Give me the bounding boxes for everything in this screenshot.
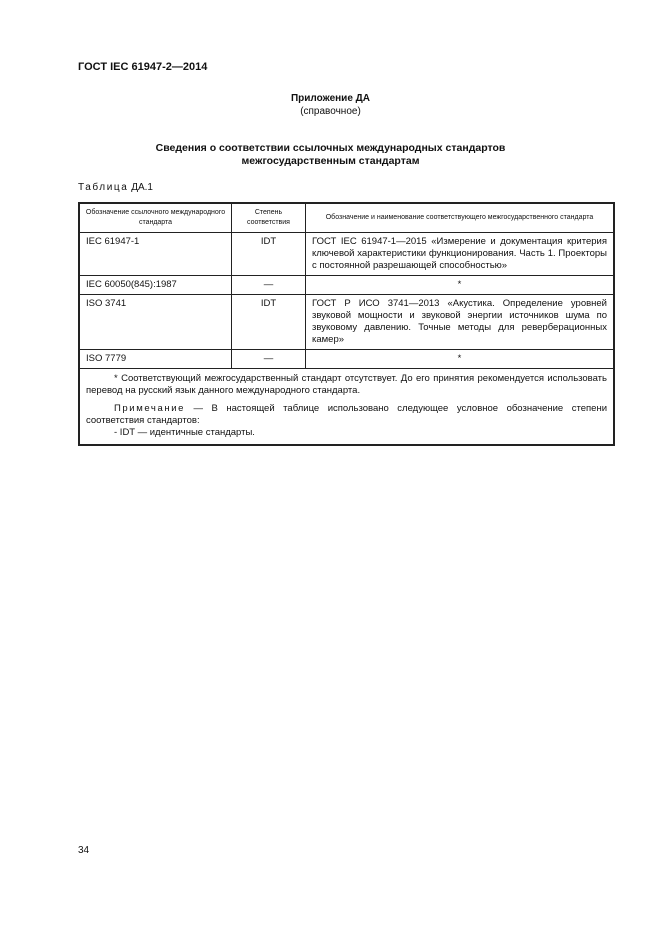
cell-standard: IEC 61947-1 [79, 233, 232, 276]
table-footnote: * Соответствующий межгосударственный стандарт отсутствует. До его принятия рекомендуется использовать перевод на русский язык данного международного стандарта. [86, 373, 607, 396]
cell-designation: * [306, 350, 615, 369]
table-header-row [79, 203, 614, 233]
table-notes-row [79, 369, 614, 446]
header-degree: Степень соответствия [232, 203, 306, 233]
cell-degree: IDT [232, 295, 306, 350]
cell-degree: — [232, 350, 306, 369]
table-caption [78, 182, 153, 193]
cell-standard: IEC 60050(845):1987 [79, 276, 232, 295]
cell-designation: ГОСТ Р ИСО 3741—2013 «Акустика. Определение уровней звуковой мощности и звуковой энергии источников шума по звуковому давлению. Точные методы для реверберационных камер» [306, 295, 615, 350]
cell-standard: ISO 7779 [79, 350, 232, 369]
table-note [86, 403, 607, 427]
table-caption-word: Таблица [78, 182, 129, 193]
table-row [79, 233, 614, 276]
cell-degree: — [232, 276, 306, 295]
section-title [0, 142, 661, 168]
cell-standard: ISO 3741 [79, 295, 232, 350]
table-row [79, 276, 614, 295]
section-title-line-1: Сведения о соответствии ссылочных международных стандартов [155, 142, 506, 154]
annex-title: Приложение ДА [290, 93, 371, 104]
cell-degree: IDT [232, 233, 306, 276]
table-row [79, 350, 614, 369]
table-row [79, 295, 614, 350]
table-caption-number: ДА.1 [131, 182, 153, 193]
annex-heading [0, 92, 661, 118]
section-title-line-2: межгосударственным стандартам [241, 155, 420, 167]
standards-table [78, 202, 615, 446]
table-notes [79, 369, 614, 446]
note-item: - IDT — идентичные стандарты. [114, 427, 255, 438]
header-interstate-standard: Обозначение и наименование соответствующего межгосударственного стандарта [306, 203, 615, 233]
cell-designation: * [306, 276, 615, 295]
document-code: ГОСТ IEC 61947-2—2014 [78, 61, 208, 73]
annex-subtitle: (справочное) [300, 106, 361, 117]
page-number: 34 [78, 845, 90, 856]
cell-designation: ГОСТ IEC 61947-1—2015 «Измерение и документация критерия ключевой характеристики функционирования. Часть 1. Проекторы с постоянной разрешающей способностью» [306, 233, 615, 276]
note-text: — В настоящей таблице использовано следующее условное обозначение степени соответствия стандартов: [86, 403, 607, 426]
header-reference-standard: Обозначение ссылочного международного стандарта [79, 203, 232, 233]
note-label: Примечание [114, 403, 185, 414]
